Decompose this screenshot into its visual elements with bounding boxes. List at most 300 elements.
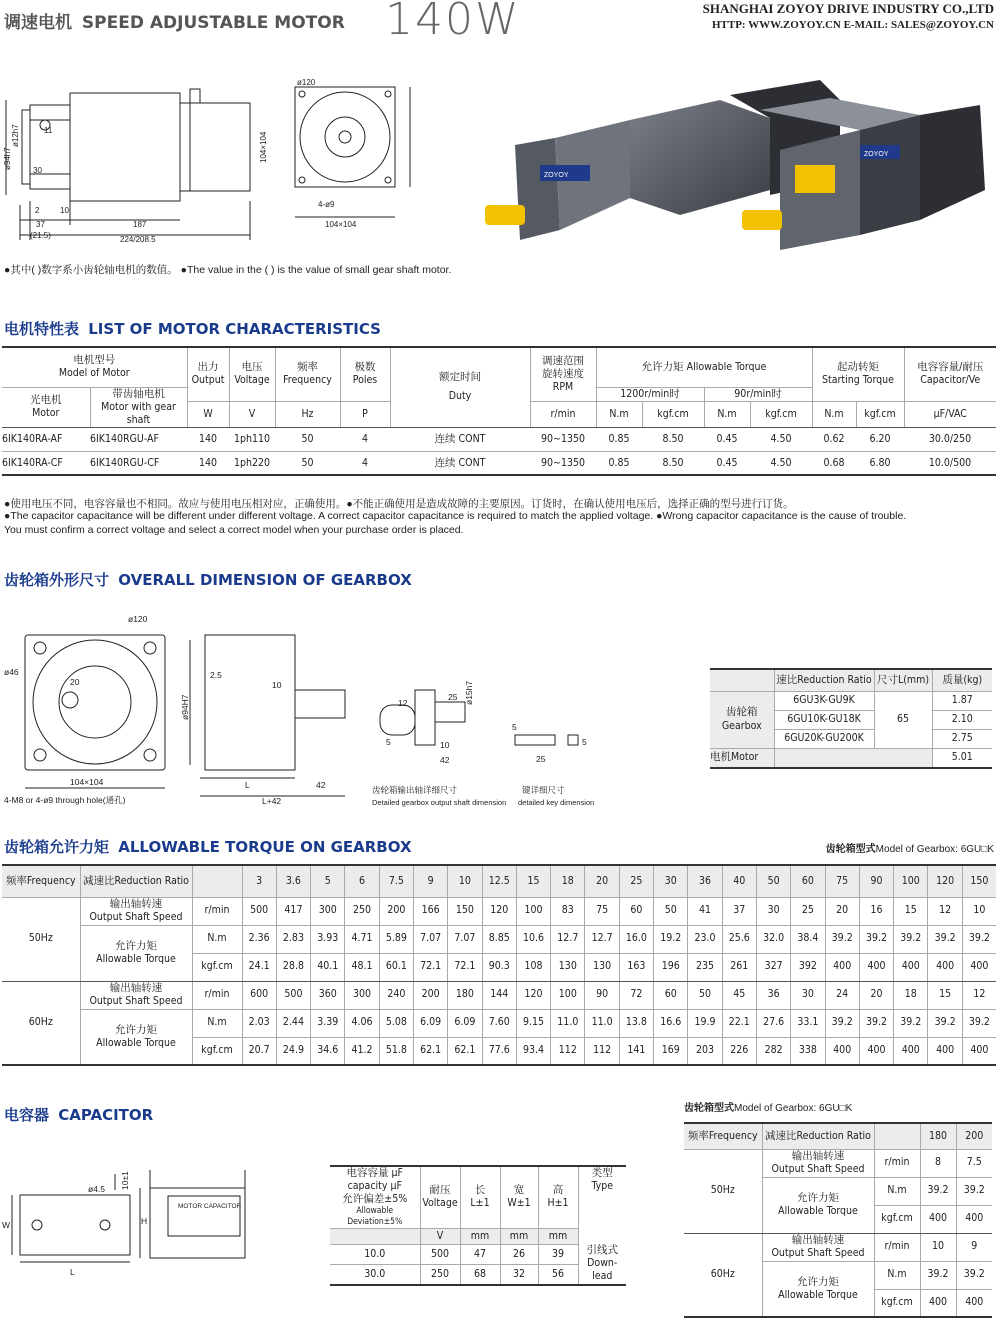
r-h-mass: 质量(kg) <box>932 669 992 691</box>
g-d94: ø94H7 <box>180 694 190 720</box>
value-cell: 30 <box>756 897 790 925</box>
h-freq-en: Frequency <box>283 374 332 387</box>
freq-cell: 60Hz <box>28 1016 53 1029</box>
cell: 50 <box>301 432 314 445</box>
value-cell: 417 <box>276 897 310 925</box>
value-cell: 90 <box>585 981 619 1009</box>
u-rmin: r/min <box>530 401 596 427</box>
ratio-header: 40 <box>722 865 756 897</box>
cell: 0.45 <box>716 456 738 469</box>
cell: 400 <box>920 1205 956 1233</box>
ratio-header: 12.5 <box>482 865 516 897</box>
table-row <box>2 897 996 925</box>
torque-label-cn: 允许力矩 <box>115 939 157 952</box>
s-torque-en-2: Allowable Torque <box>778 1288 858 1301</box>
value-cell: 39.2 <box>962 1009 996 1037</box>
cell: 32 <box>500 1264 538 1284</box>
value-cell: 39.2 <box>859 1009 893 1037</box>
value-cell: 39.2 <box>894 925 928 953</box>
s-u-kgf-2: kgf.cm <box>874 1289 920 1317</box>
cap-u-mm3: mm <box>538 1228 578 1244</box>
g-d46: ø46 <box>4 667 19 677</box>
cell: 4 <box>361 432 368 445</box>
value-cell: 150 <box>448 897 482 925</box>
cell: 1ph220 <box>233 456 271 469</box>
h-motor-cn: 光电机 <box>30 394 62 407</box>
value-cell: 19.9 <box>688 1009 722 1037</box>
ratio-header: 18 <box>551 865 585 897</box>
value-cell: 77.6 <box>482 1037 516 1065</box>
header-power: 140W <box>385 0 521 45</box>
s-torque-cn: 允许力矩 <box>797 1191 839 1204</box>
ratio-header: 5 <box>311 865 345 897</box>
value-cell: 235 <box>688 953 722 981</box>
cap-h-w-cn: 宽 <box>513 1184 525 1197</box>
ratio-header: 15 <box>516 865 550 897</box>
g-d42: 42 <box>316 780 326 790</box>
header-contact: HTTP: WWW.ZOYOY.CN E-MAIL: SALES@ZOYOY.CN <box>711 19 994 31</box>
value-cell: 93.4 <box>516 1037 550 1065</box>
h-cap-en: Capacitor/Ve <box>920 374 981 387</box>
cell: 39.2 <box>956 1177 992 1205</box>
gearbox-model-note <box>826 840 994 855</box>
s-torque-en: Allowable Torque <box>778 1205 858 1217</box>
dim-104v: 104×104 <box>259 131 268 163</box>
value-cell: 60 <box>654 981 688 1009</box>
value-cell: 11.0 <box>551 1009 585 1037</box>
s-h-ratio: 减速比Reduction Ratio <box>762 1123 874 1149</box>
value-cell: 60.1 <box>379 953 413 981</box>
motor-photo <box>480 80 995 280</box>
ratio-header: 120 <box>928 865 962 897</box>
value-cell: 400 <box>894 1037 928 1065</box>
value-cell: 39.2 <box>859 925 893 953</box>
c-l: L <box>70 1267 75 1277</box>
r-gear-en: Gearbox <box>721 719 762 732</box>
ratio-header: 36 <box>688 865 722 897</box>
unit-cell: N.m <box>192 925 242 953</box>
g-d15: ø15h7 <box>464 680 474 705</box>
h-start-cn: 起动转矩 <box>837 361 879 374</box>
value-cell: 6.09 <box>413 1009 447 1037</box>
h-poles-cn: 极数 <box>354 361 376 374</box>
value-cell: 25 <box>791 897 825 925</box>
value-cell: 112 <box>551 1037 585 1065</box>
unit-cell: kgf.cm <box>192 1037 242 1065</box>
value-cell: 19.2 <box>654 925 688 953</box>
h-freq-cn: 频率 <box>297 361 318 374</box>
cap-type-cn: 引线式 <box>586 1244 618 1257</box>
value-cell: 20 <box>859 981 893 1009</box>
dim-224: 224/208.5 <box>120 235 156 244</box>
cell: 400 <box>920 1289 956 1317</box>
t-h-ratio: 减速比Reduction Ratio <box>80 865 192 897</box>
value-cell: 13.8 <box>619 1009 653 1037</box>
g-d10b: 10 <box>440 740 450 750</box>
value-cell: 180 <box>448 981 482 1009</box>
model-note-en: Model of Gearbox: 6GU□K <box>875 844 994 855</box>
value-cell: 400 <box>825 1037 859 1065</box>
cell: 6IK140RA-CF <box>2 456 63 469</box>
value-cell: 400 <box>962 1037 996 1065</box>
value-cell: 5.89 <box>379 925 413 953</box>
header-title-en: SPEED ADJUSTABLE MOTOR <box>81 13 345 33</box>
value-cell: 11.0 <box>585 1009 619 1037</box>
cell: 47 <box>460 1244 500 1264</box>
ratio-header: 3 <box>242 865 276 897</box>
cell: 连续 CONT <box>434 432 486 445</box>
speed-label-en: Output Shaft Speed <box>89 911 183 923</box>
h-gear-cn: 带齿轴电机 <box>112 387 165 400</box>
dim-30: 30 <box>33 166 42 175</box>
value-cell: 25.6 <box>722 925 756 953</box>
dim-37: 37 <box>36 220 45 229</box>
r-h-len: 尺寸L(mm) <box>874 669 932 691</box>
u-p: P <box>340 401 390 427</box>
h-motor-en: Motor <box>32 407 60 420</box>
value-cell: 2.03 <box>242 1009 276 1037</box>
value-cell: 282 <box>756 1037 790 1065</box>
value-cell: 240 <box>379 981 413 1009</box>
cell: 6GU3K-GU9K <box>774 691 874 710</box>
value-cell: 196 <box>654 953 688 981</box>
s-u-kgf: kgf.cm <box>874 1205 920 1233</box>
value-cell: 141 <box>619 1037 653 1065</box>
cap-h-tol2: Allowable Deviation±5% <box>347 1206 403 1227</box>
value-cell: 8.85 <box>482 925 516 953</box>
section4-cn: 电容器 <box>4 1106 50 1124</box>
cell: 6IK140RGU-AF <box>90 432 159 445</box>
speed-label <box>80 981 192 1009</box>
value-cell: 20.7 <box>242 1037 276 1065</box>
section-title-gearbox-dimension <box>4 569 412 590</box>
gearbox-ratio-table <box>710 668 992 769</box>
s-u-rmin: r/min <box>874 1149 920 1177</box>
cell: 1.87 <box>932 691 992 710</box>
value-cell: 32.0 <box>756 925 790 953</box>
value-cell: 4.06 <box>345 1009 379 1037</box>
h-rpm-cn1: 调速范围 <box>542 354 584 367</box>
value-cell: 600 <box>242 981 276 1009</box>
cell: 7.5 <box>956 1149 992 1177</box>
value-cell: 62.1 <box>413 1037 447 1065</box>
table-row <box>2 427 996 451</box>
value-cell: 250 <box>345 897 379 925</box>
cap-h-volt-cn: 耐压 <box>429 1184 451 1197</box>
value-cell: 203 <box>688 1037 722 1065</box>
value-cell: 12.7 <box>585 925 619 953</box>
h-90: 90r/min时 <box>704 387 812 401</box>
g-d25: 2.5 <box>210 670 222 680</box>
value-cell: 24 <box>825 981 859 1009</box>
cell: 1ph110 <box>233 432 271 445</box>
value-cell: 12 <box>928 897 962 925</box>
h-volt-cn: 电压 <box>241 361 263 374</box>
gearbox-model-note-2 <box>684 1099 852 1114</box>
value-cell: 4.71 <box>345 925 379 953</box>
value-cell: 166 <box>413 897 447 925</box>
cap-h-tol1: 允许偏差±5% <box>342 1193 408 1206</box>
small-gear-note: ●其中( )数字系小齿轮轴电机的数值。 ●The value in the ( ) is the value of small gear shaft motor. <box>4 264 452 276</box>
s-u-nm-2: N.m <box>874 1261 920 1289</box>
r-motor-mass: 5.01 <box>932 748 992 768</box>
value-cell: 400 <box>928 953 962 981</box>
cell: 6IK140RGU-CF <box>90 456 160 469</box>
value-cell: 169 <box>654 1037 688 1065</box>
value-cell: 34.6 <box>311 1037 345 1065</box>
u-kgf1: kgf.cm <box>642 401 704 427</box>
table-row <box>2 981 996 1009</box>
cell: 6GU10K-GU18K <box>774 710 874 729</box>
u-v: V <box>229 401 275 427</box>
value-cell: 300 <box>345 981 379 1009</box>
g-d12: 12 <box>398 698 408 708</box>
cell: 8.50 <box>662 456 684 469</box>
g-cap2-en: detailed key dimension <box>518 798 595 807</box>
cell: 400 <box>956 1205 992 1233</box>
h-torque: 允许力矩 Allowable Torque <box>596 347 812 387</box>
characteristics-table <box>2 346 996 476</box>
cap-h-l-cn: 长 <box>474 1184 486 1197</box>
value-cell: 120 <box>482 897 516 925</box>
table-row <box>2 451 996 475</box>
speed-label-en: Output Shaft Speed <box>89 995 183 1007</box>
h-1200: 1200r/min时 <box>596 387 704 401</box>
h-poles-en: Poles <box>352 374 378 387</box>
motor-dimension-drawing <box>0 75 440 260</box>
header-title-cn: 调速电机 <box>4 13 72 33</box>
r-motor: 电机Motor <box>710 748 774 768</box>
g-k5: 5 <box>512 722 517 732</box>
cell: 400 <box>956 1289 992 1317</box>
ratio-header: 30 <box>654 865 688 897</box>
section-title-allowable-torque <box>4 836 412 857</box>
value-cell: 112 <box>585 1037 619 1065</box>
ratio-header: 50 <box>756 865 790 897</box>
cell: 2.75 <box>932 729 992 748</box>
value-cell: 39.2 <box>894 1009 928 1037</box>
ratio-header: 25 <box>619 865 653 897</box>
torque-label-en: Allowable Torque <box>96 1036 176 1049</box>
torque-label-en: Allowable Torque <box>96 953 176 965</box>
value-cell: 3.39 <box>311 1009 345 1037</box>
h-start-en: Starting Torque <box>822 374 894 387</box>
r-h-ratio: 速比Reduction Ratio <box>774 669 874 691</box>
unit-cell: N.m <box>192 1009 242 1037</box>
u-hz: Hz <box>275 401 340 427</box>
cell: 39.2 <box>920 1261 956 1289</box>
value-cell: 108 <box>516 953 550 981</box>
cell: 10.0/500 <box>928 456 972 469</box>
freq-cell: 50Hz <box>2 897 80 981</box>
value-cell: 12.7 <box>551 925 585 953</box>
ratio-header: 20 <box>585 865 619 897</box>
value-cell: 16.0 <box>619 925 653 953</box>
allowable-torque-table <box>2 864 996 1066</box>
value-cell: 226 <box>722 1037 756 1065</box>
value-cell: 327 <box>756 953 790 981</box>
g-holes: 4-M8 or 4-ø9 through hole(通孔) <box>4 795 126 805</box>
value-cell: 300 <box>311 897 345 925</box>
value-cell: 16 <box>859 897 893 925</box>
section4-en: CAPACITOR <box>58 1106 154 1124</box>
ratio-header: 90 <box>859 865 893 897</box>
cell: 39.2 <box>920 1177 956 1205</box>
value-cell: 39.2 <box>928 925 962 953</box>
table-row <box>2 1009 996 1037</box>
value-cell: 62.1 <box>448 1037 482 1065</box>
value-cell: 22.1 <box>722 1009 756 1037</box>
dim-2: 2 <box>35 206 40 215</box>
cell: 6.20 <box>869 432 891 445</box>
g-cap1-cn: 齿轮箱输出轴详细尺寸 <box>372 785 458 795</box>
g-cap1-en: Detailed gearbox output shaft dimension <box>372 798 507 807</box>
h-model-en: Model of Motor <box>58 367 130 380</box>
u-kgf2: kgf.cm <box>750 401 812 427</box>
value-cell: 33.1 <box>791 1009 825 1037</box>
h-out-en: Output <box>191 374 225 387</box>
cap-h-h-cn: 高 <box>552 1184 564 1197</box>
section-title-capacitor <box>4 1104 153 1125</box>
value-cell: 360 <box>311 981 345 1009</box>
s-r2: 200 <box>956 1123 992 1149</box>
model-note-cn: 齿轮箱型式 <box>825 844 876 855</box>
t-h-freq: 频率Frequency <box>2 865 80 897</box>
cell: 0.62 <box>823 432 845 445</box>
cap-h-h-en: H±1 <box>547 1197 569 1210</box>
value-cell: 7.60 <box>482 1009 516 1037</box>
value-cell: 48.1 <box>345 953 379 981</box>
g-cap2-cn: 键详细尺寸 <box>522 785 565 795</box>
cell: 26 <box>500 1244 538 1264</box>
model-note2-cn: 齿轮箱型式 <box>684 1103 734 1114</box>
s-speed-cn: 输出轴转速 <box>791 1149 845 1162</box>
value-cell: 45 <box>722 981 756 1009</box>
c-w: W <box>2 1220 11 1230</box>
ratio-header: 150 <box>962 865 996 897</box>
c-d45: ø4.5 <box>88 1184 106 1194</box>
torque-label <box>80 1009 192 1065</box>
value-cell: 130 <box>551 953 585 981</box>
g-k25: 25 <box>536 754 546 764</box>
cap-h-cap2: capacity μF <box>347 1180 402 1193</box>
h-volt-en: Voltage <box>234 374 270 387</box>
value-cell: 400 <box>859 953 893 981</box>
value-cell: 200 <box>413 981 447 1009</box>
value-cell: 30 <box>791 981 825 1009</box>
value-cell: 20 <box>825 897 859 925</box>
photo-label-1: ZOYOY <box>544 172 569 179</box>
h-model-cn: 电机型号 <box>73 354 116 367</box>
header-title <box>4 8 345 33</box>
dim-215: (21.5) <box>30 231 51 240</box>
cell: 140 <box>198 432 218 445</box>
g-k5b: 5 <box>582 737 587 747</box>
header-company: SHANGHAI ZOYOY DRIVE INDUSTRY CO.,LTD <box>702 1 994 16</box>
value-cell: 24.9 <box>276 1037 310 1065</box>
cap-u-v: V <box>420 1228 460 1244</box>
cell: 10 <box>920 1233 956 1261</box>
note-line-3: You must confirm a correct voltage and select a correct model when your purchase order is placed. <box>4 524 464 536</box>
value-cell: 400 <box>825 953 859 981</box>
section1-en: LIST OF MOTOR CHARACTERISTICS <box>88 320 381 338</box>
value-cell: 200 <box>379 897 413 925</box>
value-cell: 75 <box>585 897 619 925</box>
cap-h-l-en: L±1 <box>470 1197 490 1210</box>
capacitor-drawing <box>0 1160 320 1285</box>
cell: 0.85 <box>608 456 630 469</box>
u-nm3: N.m <box>812 401 856 427</box>
cell: 10.0 <box>330 1244 420 1264</box>
value-cell: 72.1 <box>413 953 447 981</box>
c-label: MOTOR CAPACITOR <box>178 1203 242 1210</box>
cell: 2.10 <box>932 710 992 729</box>
cell: 8.50 <box>662 432 684 445</box>
cell: 30.0/250 <box>928 432 972 445</box>
gearbox-dimension-drawing <box>0 610 640 810</box>
cap-h-volt-en: Voltage <box>422 1197 458 1210</box>
value-cell: 7.07 <box>448 925 482 953</box>
g-d120: ø120 <box>128 614 148 624</box>
g-d42b: 42 <box>440 755 450 765</box>
value-cell: 10.6 <box>516 925 550 953</box>
ratio-header: 7.5 <box>379 865 413 897</box>
capacitor-table <box>330 1165 626 1286</box>
value-cell: 27.6 <box>756 1009 790 1037</box>
value-cell: 40.1 <box>311 953 345 981</box>
cell: 90~1350 <box>541 456 585 469</box>
value-cell: 400 <box>962 953 996 981</box>
cell: 39 <box>538 1244 578 1264</box>
ratio-header: 3.6 <box>276 865 310 897</box>
value-cell: 72.1 <box>448 953 482 981</box>
u-cap: μF/VAC <box>904 401 996 427</box>
cell: 56 <box>538 1264 578 1284</box>
value-cell: 2.44 <box>276 1009 310 1037</box>
h-rpm-cn2: 旋转速度 <box>542 367 584 380</box>
u-nm2: N.m <box>704 401 750 427</box>
cell: 500 <box>420 1244 460 1264</box>
value-cell: 39.2 <box>928 1009 962 1037</box>
value-cell: 72 <box>619 981 653 1009</box>
g-L: L <box>245 780 250 790</box>
ratio-header: 9 <box>413 865 447 897</box>
value-cell: 100 <box>516 897 550 925</box>
value-cell: 24.1 <box>242 953 276 981</box>
dim-10: 10 <box>60 206 69 215</box>
s-speed-cn-2: 输出轴转速 <box>791 1233 845 1246</box>
cap-h-w-en: W±1 <box>507 1197 531 1210</box>
value-cell: 392 <box>791 953 825 981</box>
photo-label-2: ZOYOY <box>864 151 889 158</box>
cell: 50 <box>301 456 314 469</box>
cell: 0.68 <box>823 456 845 469</box>
g-d104: 104×104 <box>70 777 104 787</box>
cell: 39.2 <box>956 1261 992 1289</box>
cell: 8 <box>920 1149 956 1177</box>
value-cell: 90.3 <box>482 953 516 981</box>
ratio-header: 75 <box>825 865 859 897</box>
value-cell: 38.4 <box>791 925 825 953</box>
s-u-nm: N.m <box>874 1177 920 1205</box>
cell: 6GU20K-GU200K <box>774 729 874 748</box>
value-cell: 5.08 <box>379 1009 413 1037</box>
section2-en: OVERALL DIMENSION OF GEARBOX <box>118 571 412 589</box>
cell: 连续 CONT <box>434 456 486 469</box>
value-cell: 3.93 <box>311 925 345 953</box>
value-cell: 41 <box>688 897 722 925</box>
g-d25b: 25 <box>448 692 458 702</box>
